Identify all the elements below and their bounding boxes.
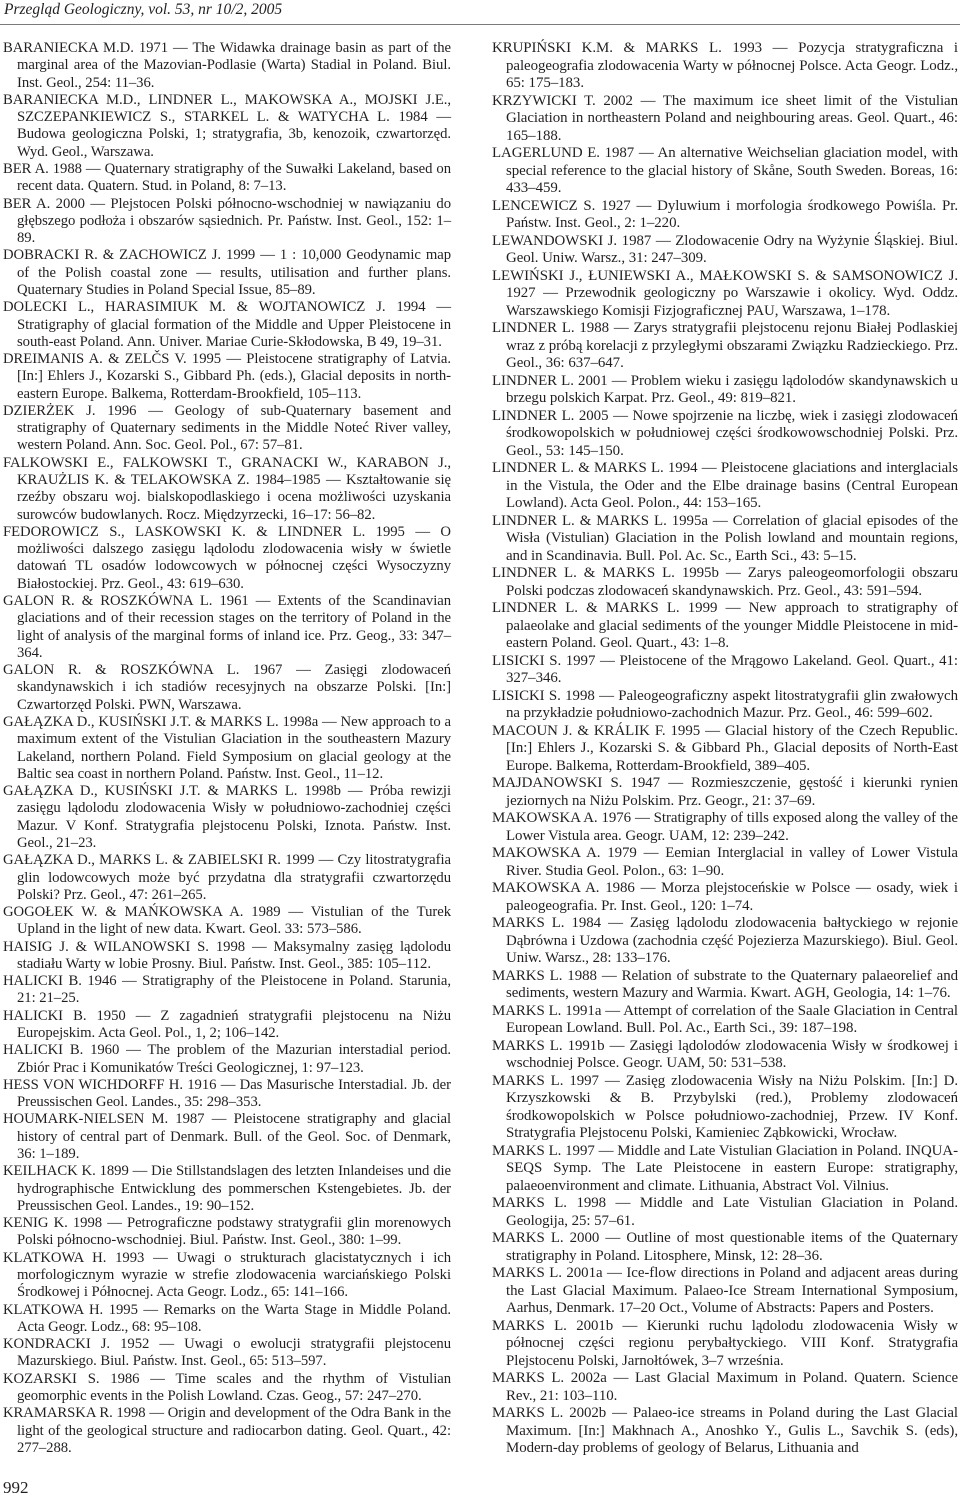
reference-entry: BER A. 2000 — Plejstocen Polski północno-wschodniej w nawiązaniu do głębszego podłoża i obszarów sąsiednich. Pr. Państw. Inst. Geol., 152: 1–89.: [3, 195, 451, 247]
reference-entry: MARKS L. 2001a — Ice-flow directions in Poland and adjacent areas during the Last Glacial Maximum. Palaeo-Ice Stream International Symposium, Aarhus, Denmark. 17–20 Oct., Volume of Abstracts: Papers and Posters.: [492, 1265, 958, 1316]
reference-entry: HALICKI B. 1946 — Stratigraphy of the Pleistocene in Poland. Starunia, 21: 21–25.: [3, 973, 451, 1007]
header-rule: [0, 24, 960, 25]
reference-entry: LINDNER L. & MARKS L. 1995a — Correlation of glacial episodes of the Wisła (Vistulian) Glaciation in the Polish lowland and mountain regions, and in Scandinavia. Bull. Pol. Ac. Sc., Earth Sci., 43: 5–15.: [492, 512, 958, 564]
reference-entry: KRUPIŃSKI K.M. & MARKS L. 1993 — Pozycja stratygraficzna i paleogeografia zlodowacenia Warty w północnej Polsce. Acta Geogr. Lodz., 65: 175–183.: [492, 40, 958, 91]
reference-entry: GOGOŁEK W. & MAŃKOWSKA A. 1989 — Vistulian of the Turek Upland in the light of new data. Kwart. Geol. 33: 573–586.: [3, 904, 451, 938]
reference-entry: LISICKI S. 1997 — Pleistocene of the Mrągowo Lakeland. Geol. Quart., 41: 327–346.: [492, 652, 958, 686]
reference-entry: MARKS L. 1998 — Middle and Late Vistulian Glaciation in Poland. Geologija, 25: 57–61.: [492, 1195, 958, 1229]
reference-entry: MAKOWSKA A. 1986 — Morza plejstoceńskie w Polsce — osady, wiek i paleogeografia. Pr. Inst. Geol., 120: 1–74.: [492, 880, 958, 914]
reference-entry: KLATKOWA H. 1995 — Remarks on the Warta Stage in Middle Poland. Acta Geogr. Lodz., 68: 95–108.: [3, 1301, 451, 1335]
reference-entry: KENIG K. 1998 — Petrograficzne podstawy stratygrafii glin morenowych Polski północno-wschodniej. Biul. Państw. Inst. Geol., 380: 1–99.: [3, 1215, 451, 1249]
reference-entry: GALON R. & ROSZKÓWNA L. 1961 — Extents of the Scandinavian glaciations and of their recession stages on the territory of Poland in the light of analysis of the marginal forms of inland ice. Prz. Geog., 33: 347–364.: [3, 593, 451, 661]
reference-entry: MAKOWSKA A. 1979 — Eemian Interglacial in valley of Lower Vistula River. Studia Geol. Polon., 63: 1–90.: [492, 845, 958, 879]
reference-entry: LISICKI S. 1998 — Paleogeograficzny aspekt litostratygrafii glin zwałowych na przykładzie południowo-zachodnich Mazur. Prz. Geol., 46: 599–602.: [492, 687, 958, 721]
reference-entry: LAGERLUND E. 1987 — An alternative Weichselian glaciation model, with special reference to the glacial history of Skåne, South Sweden. Boreas, 16: 433–459.: [492, 145, 958, 196]
reference-entry: LINDNER L. 1988 — Zarys stratygrafii plejstocenu rejonu Białej Podlaskiej wraz z próbą korelacji z przyległymi obszarami Związku Radzieckiego. Prz. Geol., 36: 637–647.: [492, 320, 958, 371]
reference-entry: HALICKI B. 1950 — Z zagadnień stratygrafii plejstocenu na Niżu Europejskim. Acta Geol. Pol., 1, 2; 106–142.: [3, 1007, 451, 1042]
reference-entry: KLATKOWA H. 1993 — Uwagi o strukturach glacistatycznych i ich morfologicznym wyrazie w strefie zlodowacenia warciańskiego Polski Środkowej i Północnej. Acta Geogr. Lodz., 65: 141–166.: [3, 1249, 451, 1301]
journal-header: [0, 0, 960, 22]
reference-entry: HOUMARK-NIELSEN M. 1987 — Pleistocene stratigraphy and glacial history of central part of Denmark. Bull. of the Geol. Soc. of Denmark, 36: 1–189.: [3, 1111, 451, 1162]
reference-entry: LINDNER L. & MARKS L. 1994 — Pleistocene glaciations and interglacials in the Vistula, the Oder and the Elbe drainage basins (Central European Lowland). Acta Geol. Polon., 44: 153–165.: [492, 460, 958, 511]
reference-entry: LINDNER L. & MARKS L. 1995b — Zarys paleogeomorfologii obszaru Polski podczas zlodowaceń skandynawskich. Prz. Geol., 43: 591–594.: [492, 565, 958, 599]
reference-entry: KOZARSKI S. 1986 — Time scales and the rhythm of Vistulian geomorphic events in the Polish Lowland. Czas. Geog., 57: 247–270.: [3, 1370, 451, 1404]
reference-entry: LENCEWICZ S. 1927 — Dyluwium i morfologia środkowego Powiśla. Pr. Państw. Inst. Geol., 2: 1–220.: [492, 197, 958, 231]
reference-entry: FALKOWSKI E., FALKOWSKI T., GRANACKI W., KARABON J., KRAUŻLIS K. & TELAKOWSKA Z. 1984–1985 — Kształtowanie się rzeźby obszaru woj. bialskopodlaskiego i ocena możliwości uzyskania surowców budowlanych. Rocz. Międzyrzecki, 16–17: 56–82.: [3, 454, 451, 523]
reference-entry: KRAMARSKA R. 1998 — Origin and development of the Odra Bank in the light of the geological structure and radiocarbon dating. Geol. Quart., 42: 277–288.: [3, 1405, 451, 1456]
reference-entry: MACOUN J. & KRÁLIK F. 1995 — Glacial history of the Czech Republic. [In:] Ehlers J., Kozarski S. & Gibbard Ph., Glacial deposits of North-East Europe. Balkema, Rotterdam-Brookfield, 389–405.: [492, 722, 958, 774]
reference-entry: DREIMANIS A. & ZELČS V. 1995 — Pleistocene stratigraphy of Latvia. [In:] Ehlers J., Kozarski S., Gibbard Ph. (eds.), Glacial deposits in north-eastern Europe. Balkema, Rotterdam-Brookfield, 105–113.: [3, 351, 451, 402]
reference-entry: MARKS L. 2001b — Kierunki ruchu lądolodu zlodowacenia Wisły w północnej części regionu perybałtyckiego. VIII Konf. Stratygrafia Plejstocenu Polski, Jarnołtówek, 3–7 września.: [492, 1317, 958, 1369]
reference-entry: MARKS L. 1984 — Zasięg lądolodu zlodowacenia bałtyckiego w rejonie Dąbrówna i Uzdowa (zachodnia część Pojezierza Mazurskiego). Biul. Geol. Uniw. Warsz., 28: 133–176.: [492, 915, 958, 966]
reference-entry: DZIERŻEK J. 1996 — Geology of sub-Quaternary basement and stratigraphy of Quaternary sediments in the Middle Noteć River valley, western Poland. Ann. Soc. Geol. Pol., 67: 57–81.: [3, 402, 451, 454]
reference-entry: FEDOROWICZ S., LASKOWSKI K. & LINDNER L. 1995 — O możliwości dalszego zasięgu lądolodu zlodowacenia wisły w świetle datowań TL osadów lodowcowych w północnej części Wysoczyzny Białostockiej. Prz. Geol., 43: 619–630.: [3, 523, 451, 592]
reference-entry: HALICKI B. 1960 — The problem of the Mazurian interstadial period. Zbiór Prac i Komunikatów Treści Geologicznej, 1: 97–123.: [3, 1042, 451, 1076]
reference-entry: GALON R. & ROSZKÓWNA L. 1967 — Zasięgi zlodowaceń skandynawskich i ich stadiów recesyjnych na obszarze Polski. [In:] Czwartorzęd Polski. PWN, Warszawa.: [3, 662, 451, 713]
reference-entry: LEWANDOWSKI J. 1987 — Zlodowacenie Odry na Wyżynie Śląskiej. Biul. Geol. Uniw. Warsz., 31: 247–309.: [492, 232, 958, 266]
reference-entry: DOLECKI L., HARASIMIUK M. & WOJTANOWICZ J. 1994 — Stratigraphy of glacial formation of the Middle and Upper Pleistocene in south-east Poland. Ann. Univer. Mariae Curie-Skłodowska, B 49, 19–31.: [3, 299, 451, 350]
reference-entry: GAŁĄZKA D., KUSIŃSKI J.T. & MARKS L. 1998a — New approach to a maximum extent of the Vistulian Glaciation in the southeastern Mazury Lakeland, northern Poland. Field Symposium on glacial geology at the Baltic sea coast in northern Poland. Państw. Inst. Geol., 11–12.: [3, 713, 451, 782]
reference-entry: BER A. 1988 — Quaternary stratigraphy of the Suwałki Lakeland, based on recent data. Quatern. Stud. in Poland, 8: 7–13.: [3, 160, 451, 195]
reference-entry: GAŁĄZKA D., MARKS L. & ZABIELSKI R. 1999 — Czy litostratygrafia glin lodowcowych może być przydatna dla stratygrafii czwartorzędu Polski? Prz. Geol., 47: 261–265.: [3, 852, 451, 903]
reference-entry: MARKS L. 1991a — Attempt of correlation of the Saale Glaciation in Central European Lowland. Bull. Pol. Ac., Earth Sci., 39: 187–198.: [492, 1002, 958, 1036]
reference-entry: GAŁĄZKA D., KUSIŃSKI J.T. & MARKS L. 1998b — Próba rewizji zasięgu lądolodu zlodowacenia Wisły w południowo-zachodniej części Mazur. V Konf. Stratygrafia plejstocenu Polski, Iznota. Państw. Inst. Geol., 21–23.: [3, 783, 451, 851]
reference-entry: KRZYWICKI T. 2002 — The maximum ice sheet limit of the Vistulian Glaciation in northeastern Poland and neighbouring areas. Geol. Quart., 46: 165–188.: [492, 92, 958, 144]
reference-entry: MAJDANOWSKI S. 1947 — Rozmieszczenie, gęstość i kierunki rynien jeziornych na Niżu Polskim. Prz. Geogr., 21: 37–69.: [492, 775, 958, 809]
journal-header-text: Przegląd Geologiczny, vol. 53, nr 10/2, 2005: [4, 1, 283, 18]
reference-entry: MARKS L. 1988 — Relation of substrate to the Quaternary palaeorelief and sediments, western Mazury and Warmia. Kwart. AGH, Geologia, 14: 1–76.: [492, 967, 958, 1001]
reference-entry: KEILHACK K. 1899 — Die Stillstandslagen des letzten Inlandeises und die hydrographische Entwicklung des pommerschen Kstengebietes. Jb. der Preussischen Geol. Landes., 19: 90–152.: [3, 1163, 451, 1214]
left-reference-column: [3, 40, 451, 1457]
reference-entry: HESS VON WICHDORFF H. 1916 — Das Masurische Interstadial. Jb. der Preussischen Geol. Landes., 35: 298–353.: [3, 1076, 451, 1111]
reference-entry: LINDNER L. 2005 — Nowe spojrzenie na liczbę, wiek i zasięgi zlodowaceń środkowopolskich w południowej części środkowowschodniej Polski. Prz. Geol., 53: 145–150.: [492, 407, 958, 459]
reference-entry: MARKS L. 1991b — Zasięgi lądolodów zlodowacenia Wisły w środkowej i wschodniej Polsce. Geogr. UAM, 50: 531–538.: [492, 1037, 958, 1071]
right-reference-column: [492, 40, 958, 1458]
reference-entry: HAISIG J. & WILANOWSKI S. 1998 — Maksymalny zasięg lądolodu stadiału Warty w lobie Prosny. Biul. Państw. Inst. Geol., 385: 105–112.: [3, 938, 451, 972]
reference-entry: DOBRACKI R. & ZACHOWICZ J. 1999 — 1 : 10,000 Geodynamic map of the Polish coastal zone — results, utilisation and further plans. Quaternary Studies in Poland Special Issue, 85–89.: [3, 247, 451, 298]
reference-entry: LINDNER L. & MARKS L. 1999 — New approach to stratigraphy of palaeolake and glacial sediments of the younger Middle Pleistocene in mid-eastern Poland. Geol. Quart., 43: 1–8.: [492, 600, 958, 651]
reference-entry: BARANIECKA M.D. 1971 — The Widawka drainage basin as part of the marginal area of the Mazovian-Podlasie (Warta) Stadial in Poland. Biul. Inst. Geol., 254: 11–36.: [3, 40, 451, 91]
page-number: 992: [3, 1478, 29, 1497]
reference-entry: MARKS L. 2002a — Last Glacial Maximum in Poland. Quatern. Science Rev., 21: 103–110.: [492, 1370, 958, 1404]
reference-entry: MARKS L. 2002b — Palaeo-ice streams in Poland during the Last Glacial Maximum. [In:] Makhnach A., Anoshko Y., Gulis L., Savchik S. (eds), Modern-day problems of geology of Belarus, Lithuania and: [492, 1405, 958, 1456]
reference-entry: LINDNER L. 2001 — Problem wieku i zasięgu lądolodów skandynawskich u brzegu polskich Karpat. Prz. Geol., 49: 819–821.: [492, 372, 958, 406]
reference-entry: MARKS L. 1997 — Zasięg zlodowacenia Wisły na Niżu Polskim. [In:] D. Krzyszkowski & B. Przybylski (red.), Problemy zlodowaceń środkowopolskich w Polsce południowo-zachodniej, Przew. IV Konf. Stratygrafia Plejstocenu Polski, Kamieniec Ząbkowicki, Wrocław.: [492, 1072, 958, 1141]
reference-entry: MARKS L. 1997 — Middle and Late Vistulian Glaciation in Poland. INQUA-SEQS Symp. The Late Pleistocene in eastern Europe: stratigraphy, palaeoenvironment and climate. Lithuania, Abstract Vol. Vilnius.: [492, 1142, 958, 1194]
reference-entry: KONDRACKI J. 1952 — Uwagi o ewolucji stratygrafii plejstocenu Mazurskiego. Biul. Państw. Inst. Geol., 65: 513–597.: [3, 1336, 451, 1370]
reference-entry: LEWIŃSKI J., ŁUNIEWSKI A., MAŁKOWSKI S. & SAMSONOWICZ J. 1927 — Przewodnik geologiczny po Warszawie i okolicy. Wyd. Oddz. Warszawskiego Komisji Fizjograficznej PAU, Warszawa, 1–178.: [492, 267, 958, 319]
reference-entry: MARKS L. 2000 — Outline of most questionable items of the Quaternary stratigraphy in Poland. Litosphere, Minsk, 12: 28–36.: [492, 1230, 958, 1264]
reference-entry: BARANIECKA M.D., LINDNER L., MAKOWSKA A., MOJSKI J.E., SZCZEPANKIEWICZ S., STARKEL L. & WATYCHA L. 1984 — Budowa geologiczna Polski, 1; stratygrafia, 3b, kenozoik, czwartorzęd. Wyd. Geol., Warszawa.: [3, 91, 451, 160]
reference-entry: MAKOWSKA A. 1976 — Stratigraphy of tills exposed along the valley of the Lower Vistula area. Geogr. UAM, 12: 239–242.: [492, 810, 958, 844]
